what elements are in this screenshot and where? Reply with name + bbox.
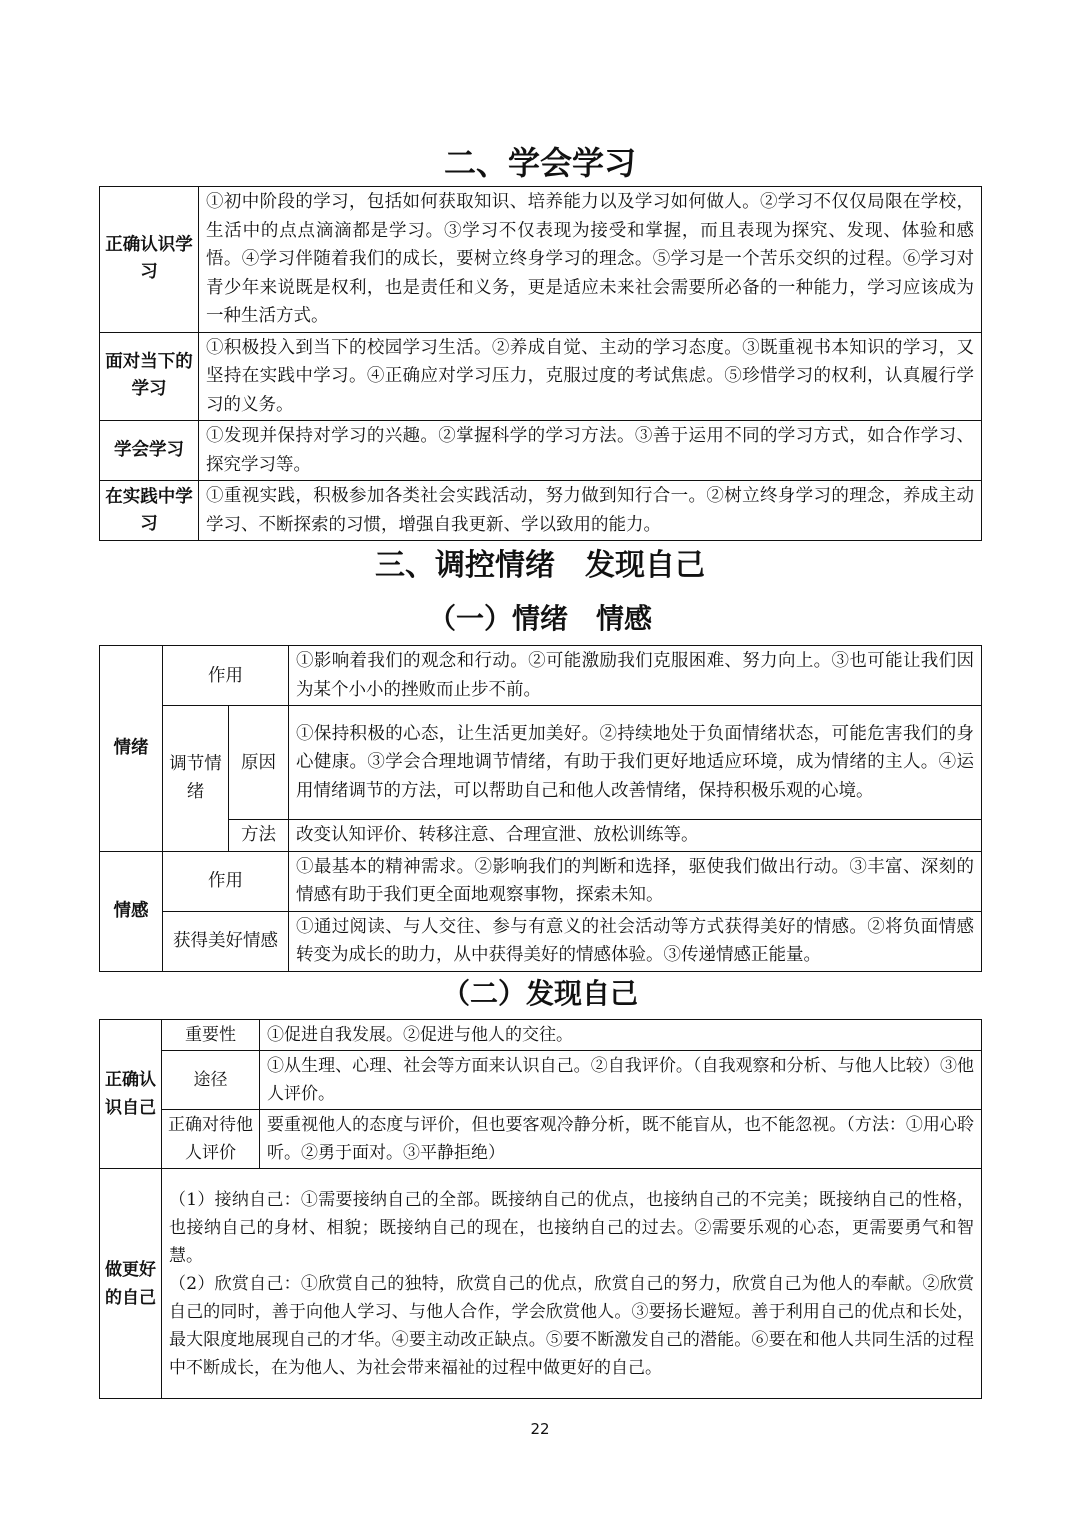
table-row: [100, 1051, 982, 1110]
table-row: [100, 332, 982, 421]
self-table: [99, 1019, 982, 1399]
adjust-reason-text: ①保持积极的心态，让生活更加美好。②持续地处于负面情绪状态，可能危害我们的身心健康。③学会合理地调节情绪，有助于我们更好地适应环境，成为情绪的主人。④运用情绪调节的方法，可以帮助自己和他人改善情绪，保持积极乐观的心境。: [289, 706, 982, 820]
feeling-label: 情感: [100, 851, 163, 971]
better-self-label: 做更好的自己: [100, 1169, 162, 1399]
table-row: [100, 481, 982, 541]
row-text: ①初中阶段的学习，包括如何获取知识、培养能力以及学习如何做人。②学习不仅仅局限在学校，生活中的点点滴滴都是学习。③学习不仅表现为接受和掌握，而且表现为探究、发现、体验和感悟。④学习伴随着我们的成长，要树立终身学习的理念。⑤学习是一个苦乐交织的过程。⑥学习对青少年来说既是权利，也是责任和义务，更是适应未来社会需要所必备的一种能力，学习应该成为一种生活方式。: [199, 187, 982, 333]
row-text: ①重视实践，积极参加各类社会实践活动，努力做到知行合一。②树立终身学习的理念，养成主动学习、不断探索的习惯，增强自我更新、学以致用的能力。: [199, 481, 982, 541]
table-row: [100, 421, 982, 481]
subsection-title-emotion: （一）情绪 情感: [427, 602, 652, 635]
better-self-text: [162, 1169, 982, 1399]
table-row: [100, 820, 982, 852]
importance-label: 重要性: [162, 1020, 260, 1051]
page-number: 22: [530, 1420, 550, 1438]
know-self-label: 正确认识自己: [100, 1020, 162, 1169]
emotion-label: 情绪: [100, 646, 163, 852]
adjust-label: 调节情绪: [163, 706, 229, 852]
others-eval-label: 正确对待他人评价: [162, 1110, 260, 1169]
table-row: [100, 1020, 982, 1051]
accept-self-text: （1）接纳自己：①需要接纳自己的全部。既接纳自己的优点，也接纳自己的不完美；既接纳自己的性格，也接纳自己的身材、相貌；既接纳自己的现在，也接纳自己的过去。②需要乐观的心态，更需要勇气和智慧。: [169, 1189, 974, 1266]
path-text: ①从生理、心理、社会等方面来认识自己。②自我评价。（自我观察和分析、与他人比较）③他人评价。: [260, 1051, 982, 1110]
row-label: 在实践中学习: [100, 481, 199, 541]
adjust-reason-label: 原因: [229, 706, 289, 820]
feeling-gain-text: ①通过阅读、与人交往、参与有意义的社会活动等方式获得美好的情感。②将负面情感转变为成长的助力，从中获得美好的情感体验。③传递情感正能量。: [289, 911, 982, 971]
feeling-gain-label: 获得美好情感: [163, 911, 289, 971]
adjust-method-text: 改变认知评价、转移注意、合理宣泄、放松训练等。: [289, 820, 982, 852]
feeling-effect-text: ①最基本的精神需求。②影响我们的判断和选择，驱使我们做出行动。③丰富、深刻的情感有助于我们更全面地观察事物，探索未知。: [289, 851, 982, 911]
emotion-effect-label: 作用: [163, 646, 289, 706]
section-title-emotion: 三、调控情绪 发现自己: [375, 548, 705, 583]
table-row: [100, 706, 982, 820]
learn-table: [99, 186, 982, 541]
feeling-effect-label: 作用: [163, 851, 289, 911]
row-label: 学会学习: [100, 421, 199, 481]
importance-text: ①促进自我发展。②促进与他人的交往。: [260, 1020, 982, 1051]
row-label: 正确认识学习: [100, 187, 199, 333]
table-row: [100, 187, 982, 333]
path-label: 途径: [162, 1051, 260, 1110]
appreciate-self-text: （2）欣赏自己：①欣赏自己的独特，欣赏自己的优点，欣赏自己的努力，欣赏自己为他人的奉献。②欣赏自己的同时，善于向他人学习、与他人合作，学会欣赏他人。③要扬长避短。善于利用自己的优点和长处，最大限度地展现自己的才华。④要主动改正缺点。⑤要不断激发自己的潜能。⑥要在和他人共同生活的过程中不断成长，在为他人、为社会带来福祉的过程中做更好的自己。: [169, 1273, 974, 1378]
subsection-title-self: （二）发现自己: [441, 977, 638, 1010]
row-text: ①积极投入到当下的校园学习生活。②养成自觉、主动的学习态度。③既重视书本知识的学习，又坚持在实践中学习。④正确应对学习压力，克服过度的考试焦虑。⑤珍惜学习的权利，认真履行学习的义务。: [199, 332, 982, 421]
table-row: [100, 911, 982, 971]
row-text: ①发现并保持对学习的兴趣。②掌握科学的学习方法。③善于运用不同的学习方式，如合作学习、探究学习等。: [199, 421, 982, 481]
table-row: [100, 851, 982, 911]
table-row: [100, 1169, 982, 1399]
table-row: [100, 1110, 982, 1169]
emotion-table: [99, 645, 982, 972]
adjust-method-label: 方法: [229, 820, 289, 852]
others-eval-text: 要重视他人的态度与评价，但也要客观冷静分析，既不能盲从，也不能忽视。（方法：①用心聆听。②勇于面对。③平静拒绝）: [260, 1110, 982, 1169]
table-row: [100, 646, 982, 706]
row-label: 面对当下的学习: [100, 332, 199, 421]
emotion-effect-text: ①影响着我们的观念和行动。②可能激励我们克服困难、努力向上。③也可能让我们因为某个小小的挫败而止步不前。: [289, 646, 982, 706]
section-title-learn: 二、学会学习: [443, 144, 636, 182]
